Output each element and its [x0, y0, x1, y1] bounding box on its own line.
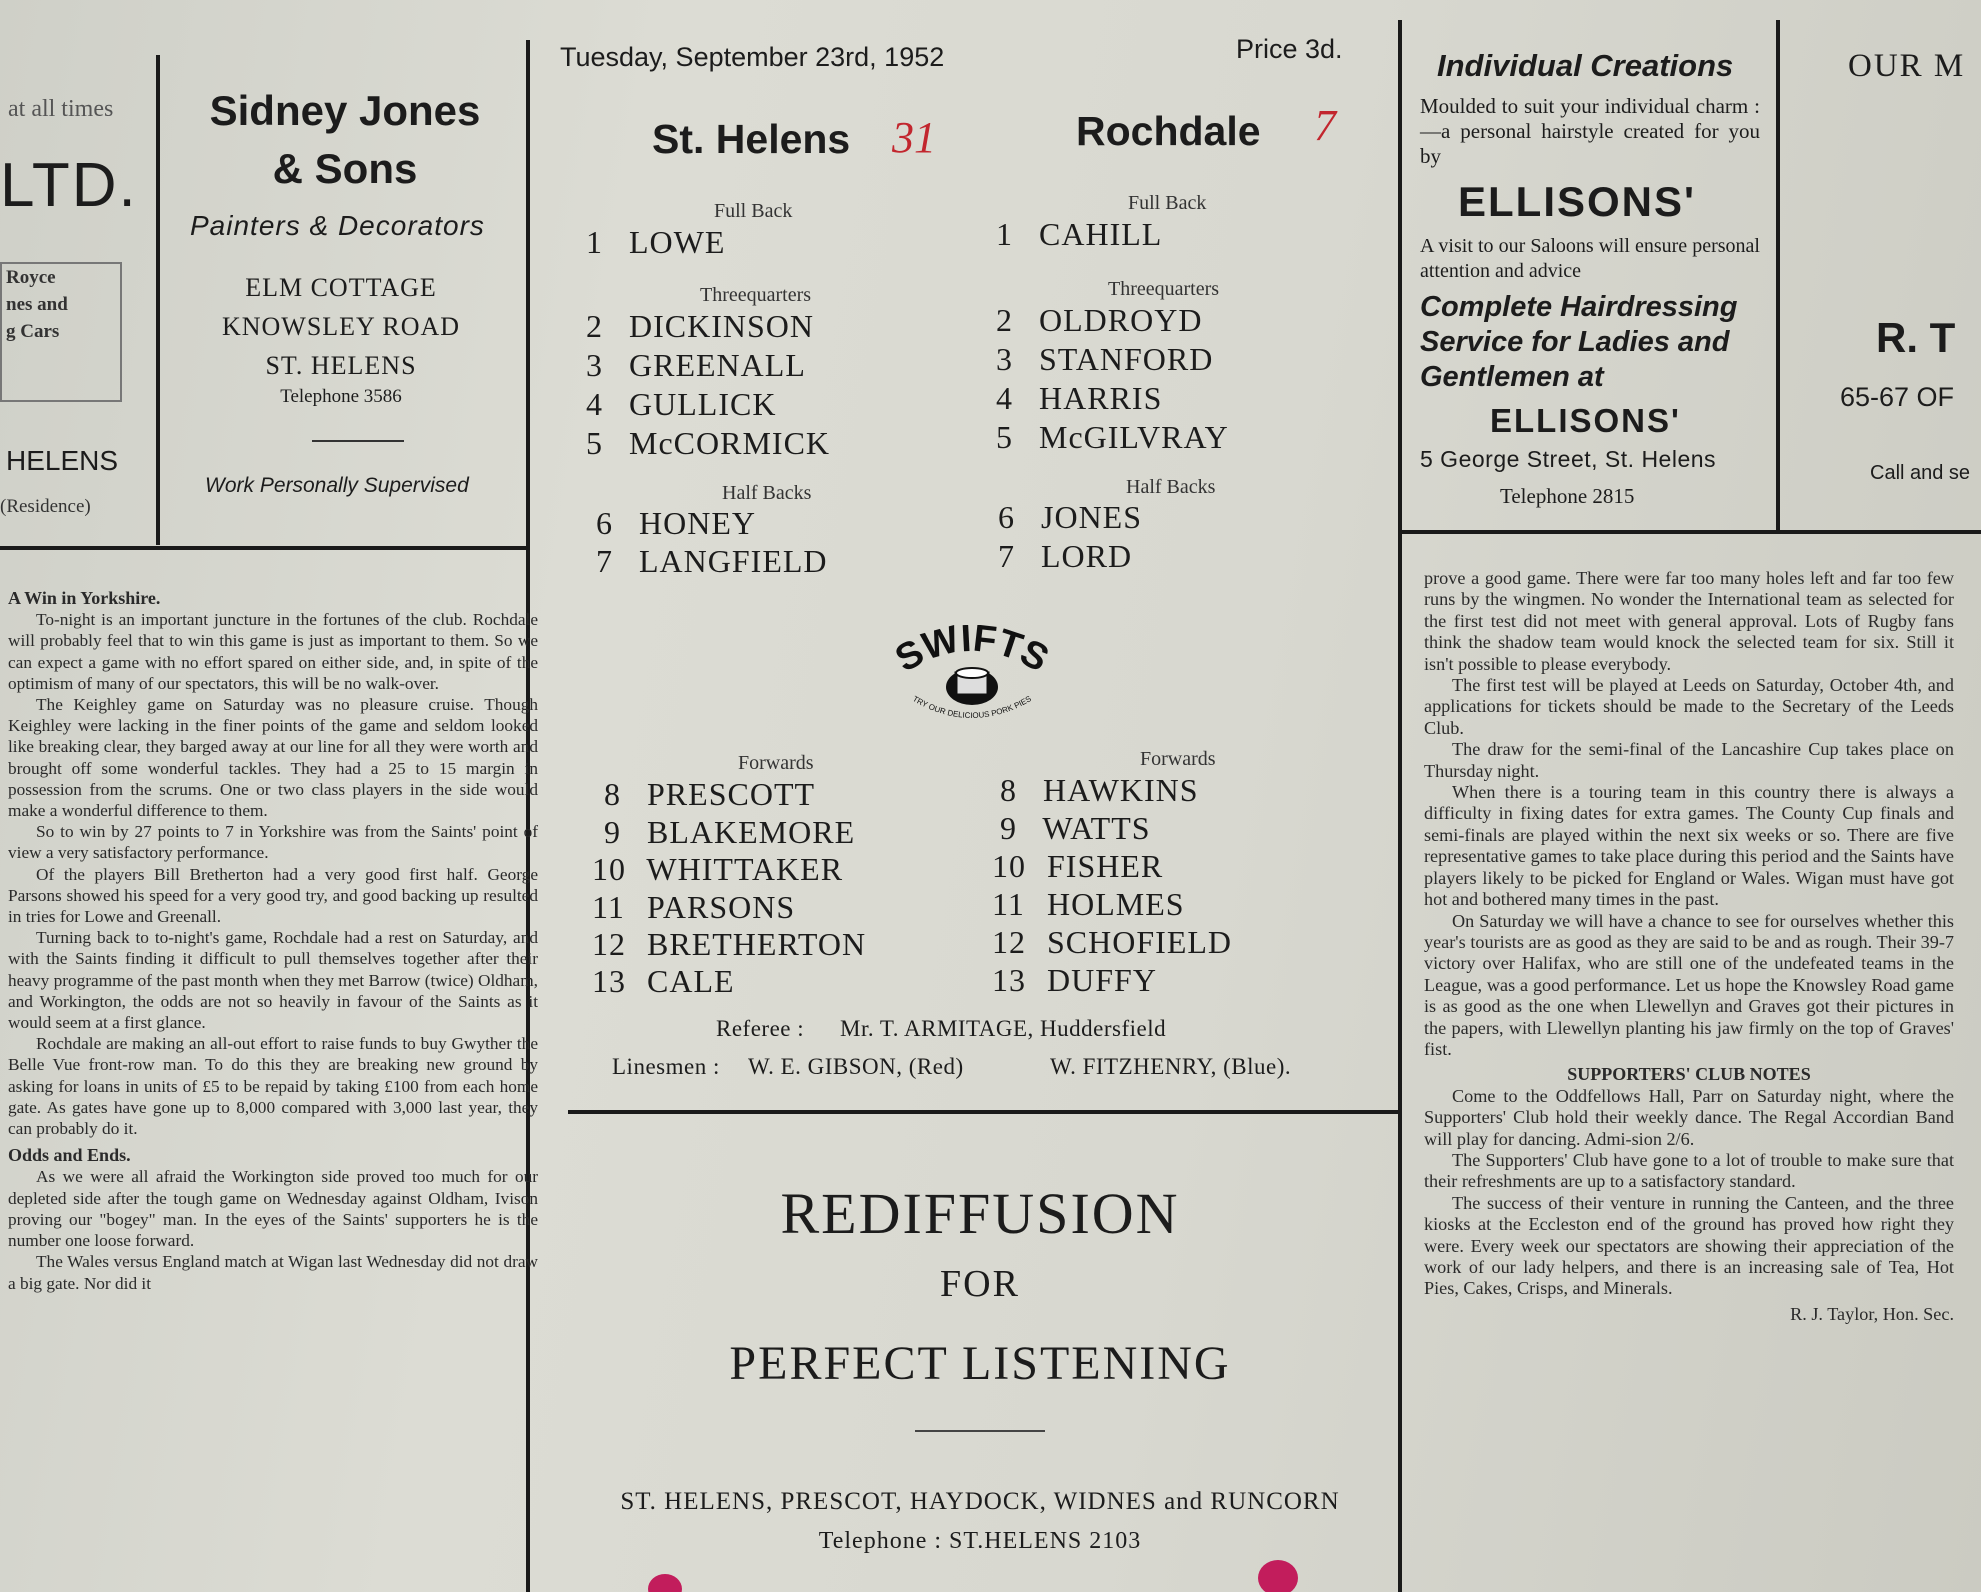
- away-player: [992, 848, 1163, 885]
- player-name: HONEY: [639, 505, 756, 541]
- article-heading: Odds and Ends.: [8, 1145, 131, 1166]
- home-player: [586, 386, 776, 423]
- player-number: 4: [586, 386, 603, 422]
- player-number: 3: [586, 347, 603, 383]
- player-name: GULLICK: [629, 386, 777, 422]
- advert-text: OUR M: [1848, 48, 1966, 84]
- player-number: 2: [586, 308, 603, 344]
- article-heading: A Win in Yorkshire.: [8, 588, 161, 608]
- advert-text: 65-67 OF: [1840, 382, 1955, 412]
- referee-name: Mr. T. ARMITAGE, Huddersfield: [840, 1016, 1167, 1041]
- home-player: [586, 308, 814, 345]
- player-name: PRESCOTT: [647, 776, 816, 812]
- article-paragraph: The first test will be played at Leeds on Saturday, October 4th, and applications for tickets should be made to the Secretary of the Leeds Club.: [1424, 675, 1954, 738]
- player-number: 5: [996, 419, 1013, 455]
- player-number: 13: [992, 962, 1026, 998]
- column-rule: [1776, 20, 1780, 530]
- player-number: 9: [604, 814, 621, 850]
- advert-address: ELM COTTAGE KNOWSLEY ROAD ST. HELENS: [221, 273, 461, 380]
- player-name: McGILVRAY: [1039, 419, 1229, 455]
- position-label: Full Back: [714, 200, 793, 222]
- home-player: [604, 814, 855, 851]
- advert-text: at all times: [8, 96, 114, 122]
- article-paragraph: Turning back to to-night's game, Rochdale had a rest on Saturday, and with the Saints finding it difficult to pull themselves together after their heavy programme of the past month when they met Barrow (twice) Oldham, and Workington, the odds are not so heavily in favour of the Saints as it would seem at a first glance.: [8, 928, 538, 1033]
- player-name: WHITTAKER: [646, 851, 844, 887]
- player-number: 5: [586, 425, 603, 461]
- article-paragraph: Of the players Bill Bretherton had a very good first half. George Parsons showed his speed for a very good try, and good backing up resulted in tries for Lowe and Greenall.: [8, 864, 538, 927]
- advert-business-name: Sidney Jones & Sons: [209, 87, 481, 192]
- ink-stain: [648, 1574, 682, 1592]
- advert-text: LTD.: [0, 151, 138, 220]
- advert-headline: PERFECT LISTENING: [729, 1337, 1231, 1390]
- away-player: [998, 538, 1132, 575]
- player-number: 4: [996, 380, 1013, 416]
- away-player: [996, 419, 1229, 456]
- player-number: 2: [996, 302, 1013, 338]
- position-label: Half Backs: [1126, 476, 1216, 498]
- referee-label: Referee :: [716, 1016, 805, 1041]
- advert-text: Royce: [6, 267, 56, 288]
- away-player: [992, 924, 1232, 961]
- article-signature: R. J. Taylor, Hon. Sec.: [1790, 1303, 1954, 1324]
- article-paragraph: Rochdale are making an all-out effort to raise funds to buy Gwyther the Belle Vue front-row man. To do this they are breaking new ground by asking for loans in units of £5 to be repaid by taking £100 from each home gate. As gates have gone up to 8,000 compared with 3,000 last year, they can probably do it.: [8, 1034, 538, 1139]
- player-name: BRETHERTON: [647, 926, 867, 962]
- position-label: Threequarters: [700, 284, 812, 306]
- home-score: 31: [892, 113, 936, 162]
- article-heading: SUPPORTERS' CLUB NOTES: [1567, 1064, 1811, 1085]
- ink-stain: [1258, 1560, 1298, 1592]
- player-name: HARRIS: [1039, 380, 1163, 416]
- advert-service: Complete Hairdressing Service for Ladies and Gentlemen at: [1420, 291, 1738, 393]
- article-paragraph: The draw for the semi-final of the Lancashire Cup takes place on Thursday night.: [1424, 739, 1954, 781]
- away-player: [998, 499, 1142, 536]
- home-player: [596, 505, 756, 542]
- player-number: 1: [586, 224, 603, 260]
- player-name: SCHOFIELD: [1047, 924, 1233, 960]
- section-rule: [568, 1110, 1398, 1114]
- player-number: 7: [998, 538, 1015, 574]
- position-label: Forwards: [738, 752, 814, 774]
- divider: [312, 440, 404, 442]
- player-number: 1: [996, 216, 1013, 252]
- player-name: WATTS: [1042, 810, 1151, 846]
- player-number: 12: [992, 924, 1026, 960]
- away-score: 7: [1314, 101, 1336, 150]
- player-number: 7: [596, 543, 613, 579]
- match-date: Tuesday, September 23rd, 1952: [560, 42, 945, 72]
- player-name: LORD: [1041, 538, 1133, 574]
- advert-address: 5 George Street, St. Helens: [1420, 446, 1717, 472]
- advert-footer: Work Personally Supervised: [205, 474, 469, 497]
- position-label: Forwards: [1140, 748, 1216, 770]
- player-name: CALE: [647, 963, 735, 999]
- player-number: 8: [604, 776, 621, 812]
- player-number: 10: [592, 851, 626, 887]
- player-name: DUFFY: [1047, 962, 1157, 998]
- player-number: 13: [592, 963, 626, 999]
- home-player: [586, 224, 725, 261]
- player-name: BLAKEMORE: [647, 814, 856, 850]
- advert-telephone: Telephone 3586: [280, 386, 402, 407]
- player-name: FISHER: [1047, 848, 1164, 884]
- away-player: [1000, 810, 1151, 847]
- left-article: [8, 588, 538, 1294]
- article-paragraph: The Keighley game on Saturday was no pleasure cruise. Though Keighley were lacking in the finer points of the game and seldom looked like breaking clear, they barged away at our line for all they were worth and brought off some wonderful tackles. They had a 25 to 15 margin in possession from the scrums. One or two class players in the side would make a wonderful difference to them.: [8, 695, 538, 821]
- home-player: [592, 889, 795, 926]
- player-name: STANFORD: [1039, 341, 1214, 377]
- advert-headline: FOR: [940, 1263, 1020, 1305]
- player-name: CAHILL: [1039, 216, 1163, 252]
- advert-text: nes and: [6, 294, 68, 315]
- home-team-name: St. Helens: [652, 116, 851, 162]
- advert-business-name: ELLISONS': [1490, 402, 1681, 439]
- logo-tagline: TRY OUR DELICIOUS PORK PIES: [911, 694, 1033, 721]
- article-paragraph: On Saturday we will have a chance to see for ourselves whether this year's tourists are as good as they are said to be and as rough. Their 39-7 victory over Halifax, who are still one of the undefeated teams in the League, was a good performance. Let us hope the Knowsley Road game is as good as the one when Llewellyn and Graves got their pictures in the papers, with Llewellyn planting his jaw firmly on the top of Graves' fist.: [1424, 910, 1954, 1059]
- advert-towns: ST. HELENS, PRESCOT, HAYDOCK, WIDNES and RUNCORN: [620, 1488, 1340, 1515]
- home-player: [586, 347, 806, 384]
- away-player: [996, 380, 1162, 417]
- right-article: [1424, 568, 1954, 1325]
- swifts-logo: [872, 625, 1072, 735]
- advert-text: Moulded to suit your individual charm :—a personal hairstyle created for you by: [1420, 94, 1760, 168]
- player-number: 6: [596, 505, 613, 541]
- linesman-blue: W. FITZHENRY, (Blue).: [1050, 1054, 1292, 1079]
- position-label: Half Backs: [722, 482, 812, 504]
- player-number: 6: [998, 499, 1015, 535]
- article-paragraph: When there is a touring team in this country there is always a difficulty in fixing dates for extra games. The County Cup finals and semi-finals are played within the next six weeks or so. There are five representative games to take place during this period and the Saints have players likely to be picked for England or Wales. Wigan must have got hot and bothered many times in the past.: [1424, 782, 1954, 910]
- away-player: [992, 886, 1185, 923]
- logo-word: SWIFTS: [888, 625, 1056, 681]
- advert-telephone: Telephone 2815: [1500, 484, 1635, 508]
- player-number: 11: [992, 886, 1025, 922]
- player-name: JONES: [1041, 499, 1143, 535]
- article-paragraph: As we were all afraid the Workington side proved too much for our depleted side after the tough game on Wednesday against Oldham, Ivison proving our "bogey" man. In the eyes of the Saints' supporters he is the number one loose forward.: [8, 1167, 538, 1251]
- player-number: 10: [992, 848, 1026, 884]
- player-number: 9: [1000, 810, 1017, 846]
- column-rule: [1398, 20, 1402, 1592]
- advert-text: (Residence): [0, 496, 91, 517]
- player-number: 11: [592, 889, 625, 925]
- advert-heading: Individual Creations: [1437, 48, 1734, 83]
- home-player: [596, 543, 828, 580]
- advert-headline: REDIFFUSION: [780, 1181, 1180, 1246]
- section-rule: [1400, 530, 1981, 534]
- player-name: McCORMICK: [629, 425, 831, 461]
- away-team-name: Rochdale: [1076, 108, 1261, 154]
- advert-text: Call and se: [1870, 462, 1971, 484]
- home-player: [586, 425, 830, 462]
- home-player: [592, 963, 735, 1000]
- position-label: Full Back: [1128, 192, 1207, 214]
- advert-trade: Painters & Decorators: [190, 210, 485, 241]
- article-paragraph: Come to the Oddfellows Hall, Parr on Saturday night, where the Supporters' Club hold their weekly dance. The Regal Accordian Band will play for dancing. Admi-sion 2/6.: [1424, 1085, 1954, 1149]
- player-name: LANGFIELD: [639, 543, 828, 579]
- column-rule: [156, 55, 160, 545]
- linesman-red: W. E. GIBSON, (Red): [748, 1054, 964, 1079]
- player-name: PARSONS: [647, 889, 796, 925]
- player-name: OLDROYD: [1039, 302, 1203, 338]
- advert-business-name: ELLISONS': [1458, 178, 1697, 225]
- away-player: [996, 341, 1213, 378]
- player-name: DICKINSON: [629, 308, 814, 344]
- article-paragraph: The Wales versus England match at Wigan last Wednesday did not draw a big gate. Nor did it: [8, 1252, 538, 1293]
- section-rule: [0, 546, 528, 550]
- pie-icon: [946, 668, 998, 705]
- article-paragraph: So to win by 27 points to 7 in Yorkshire was from the Saints' point of view a very satisfactory performance.: [8, 822, 538, 863]
- divider: [915, 1430, 1045, 1432]
- away-player: [996, 216, 1162, 253]
- home-player: [592, 851, 843, 888]
- player-name: LOWE: [629, 224, 726, 260]
- player-name: HOLMES: [1047, 886, 1185, 922]
- article-paragraph: prove a good game. There were far too many holes left and far too few runs by the wingmen. No wonder the International team as selected for the first test did not meet with general approval. Lots of Rugby fans think the shadow team would knock the selected team for six. Still it isn't possible to please everybody.: [1424, 568, 1954, 674]
- player-number: 3: [996, 341, 1013, 377]
- position-label: Threequarters: [1108, 278, 1220, 300]
- away-player: [996, 302, 1202, 339]
- article-paragraph: To-night is an important juncture in the fortunes of the club. Rochdale will probably feel that to win this game is just as important to them. So we can expect a game with no effort spared on either side, and, in spite of the optimism of many of our spectators, this will be no walk-over.: [8, 610, 538, 693]
- linesmen-label: Linesmen :: [612, 1054, 720, 1079]
- advert-text: A visit to our Saloons will ensure personal attention and advice: [1420, 235, 1760, 282]
- away-player: [1000, 772, 1199, 809]
- advert-text: R. T: [1876, 314, 1956, 361]
- programme-price: Price 3d.: [1236, 34, 1343, 64]
- article-paragraph: The Supporters' Club have gone to a lot of trouble to make sure that their refreshments are up to a satisfactory standard.: [1424, 1149, 1954, 1192]
- home-player: [592, 926, 866, 963]
- advert-telephone: Telephone : ST.HELENS 2103: [818, 1528, 1142, 1554]
- advert-box: [0, 262, 122, 402]
- player-number: 8: [1000, 772, 1017, 808]
- away-player: [992, 962, 1157, 999]
- player-name: HAWKINS: [1043, 772, 1199, 808]
- advert-text: g Cars: [6, 321, 60, 342]
- player-number: 12: [592, 926, 626, 962]
- advert-text: HELENS: [6, 445, 119, 476]
- article-paragraph: The success of their venture in running the Canteen, and the three kiosks at the Eccleston end of the ground has proved how right they were. Every week our spectators are showing their appreciation of the work of our lady helpers, and there is an increasing sale of Tea, Hot Pies, Cakes, Crisps, and Minerals.: [1424, 1192, 1954, 1299]
- player-name: GREENALL: [629, 347, 806, 383]
- home-player: [604, 776, 815, 813]
